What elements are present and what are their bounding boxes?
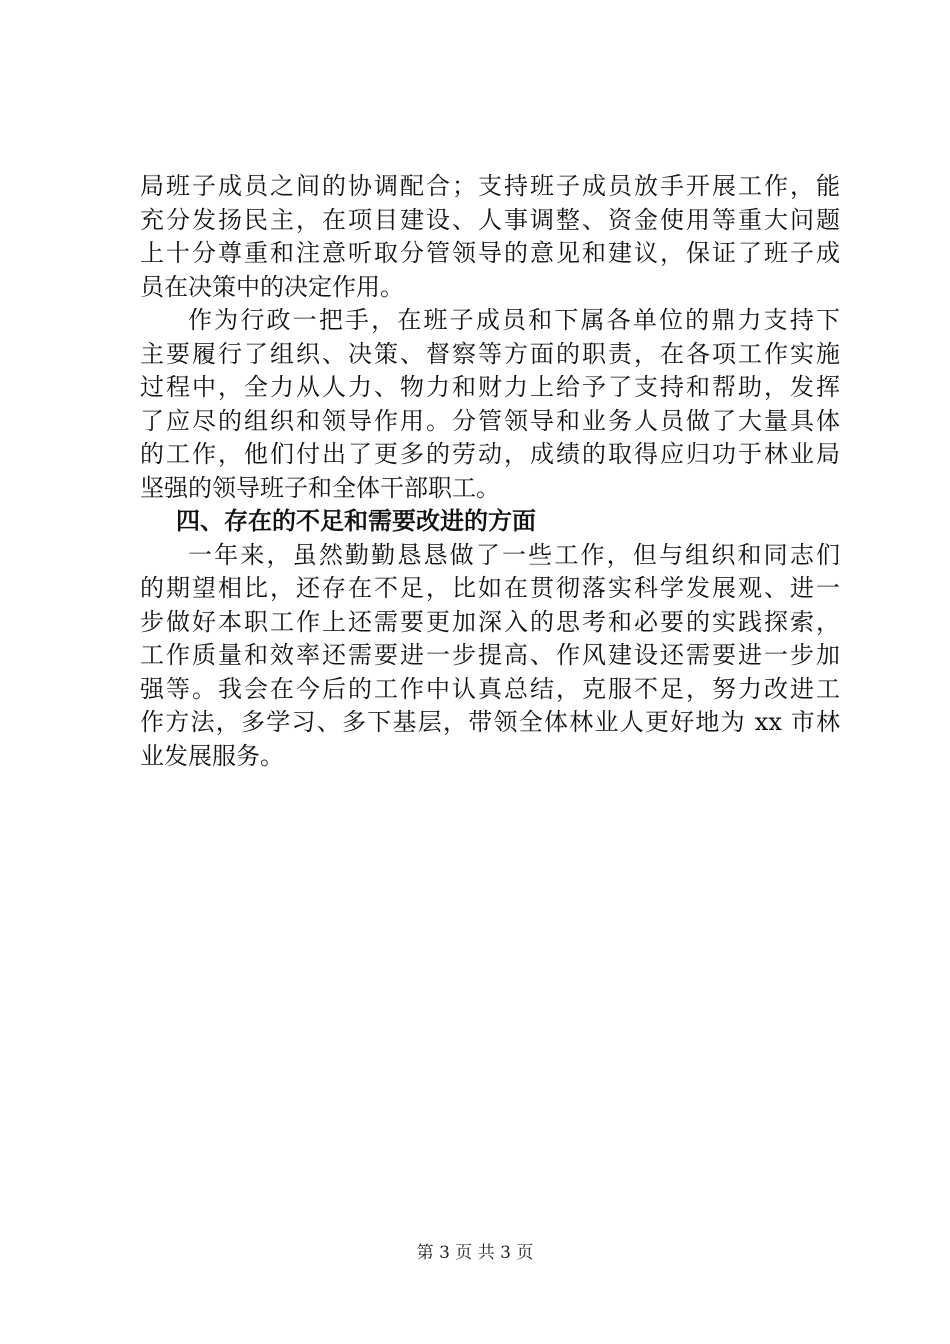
paragraph-line: 主要履行了组织、决策、督察等方面的职责，在各项工作实施	[140, 339, 840, 368]
page-number-footer: 第 3 页 共 3 页	[416, 1243, 534, 1263]
paragraph-line: 工作质量和效率还需要进一步提高、作风建设还需要进一步加	[140, 641, 840, 669]
paragraph-line: 强等。我会在今后的工作中认真总结，克服不足，努力改进工	[140, 674, 840, 703]
paragraph-line: 充分发扬民主，在项目建设、人事调整、资金使用等重大问题	[140, 205, 840, 234]
paragraph-line: 的工作，他们付出了更多的劳动，成绩的取得应归功于林业局	[140, 440, 840, 468]
paragraph-line: 坚强的领导班子和全体干部职工。	[140, 473, 500, 502]
paragraph-line: 了应尽的组织和领导作用。分管领导和业务人员做了大量具体	[140, 406, 840, 435]
paragraph-line: 步做好本职工作上还需要更加深入的思考和必要的实践探索，	[140, 607, 840, 636]
document-body	[140, 170, 840, 773]
paragraph-line: 局班子成员之间的协调配合；支持班子成员放手开展工作，能	[140, 172, 840, 200]
paragraph-line: 一年来，虽然勤勤恳恳做了一些工作，但与组织和同志们	[188, 540, 840, 569]
paragraph-line: 的期望相比，还存在不足，比如在贯彻落实科学发展观、进一	[140, 574, 840, 602]
paragraph-line: 业发展服务。	[140, 741, 284, 770]
paragraph-line: 作为行政一把手，在班子成员和下属各单位的鼎力支持下	[188, 306, 840, 334]
section-heading: 四、存在的不足和需要改进的方面	[176, 507, 536, 535]
paragraph-line: 上十分尊重和注意听取分管领导的意见和建议，保证了班子成	[140, 239, 840, 267]
paragraph-line: 员在决策中的决定作用。	[140, 272, 404, 301]
paragraph-line: 过程中，全力从人力、物力和财力上给予了支持和帮助，发挥	[140, 373, 840, 401]
paragraph-line: 作方法，多学习、多下基层，带领全体林业人更好地为 xx 市林	[140, 708, 840, 736]
